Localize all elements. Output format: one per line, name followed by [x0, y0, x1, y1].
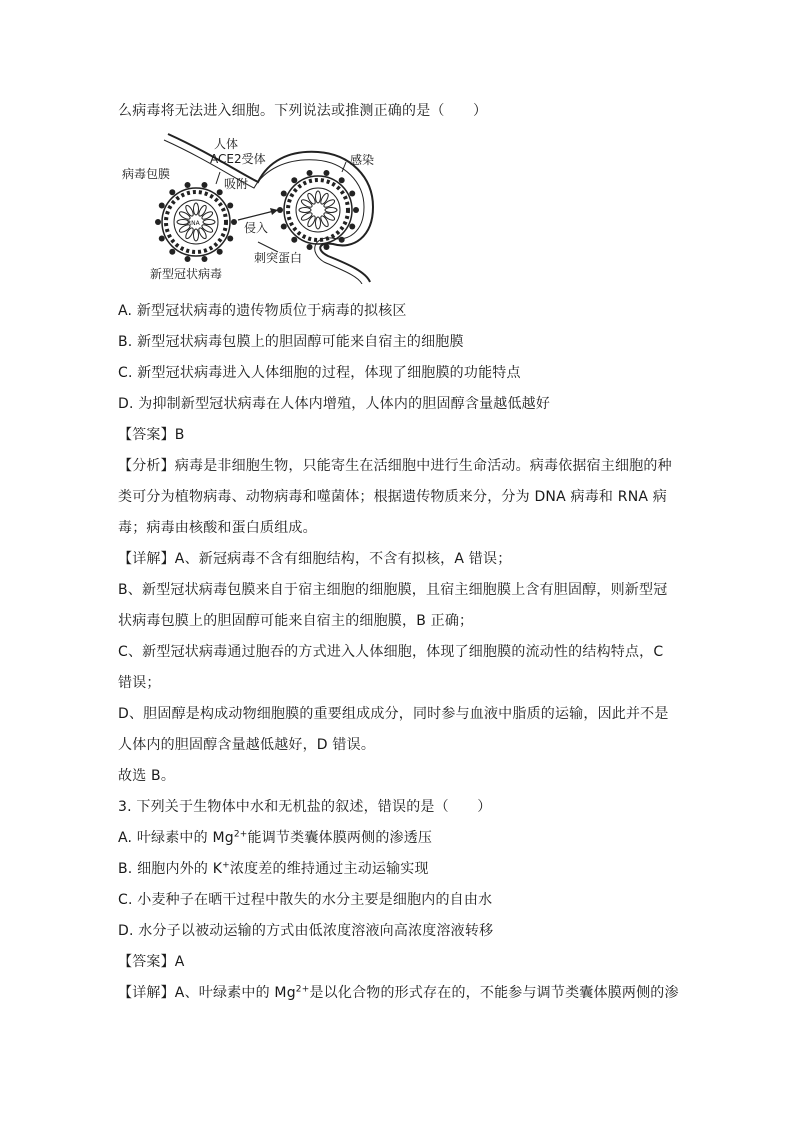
spike-protein — [307, 170, 313, 176]
label-adsorb: 吸附 — [224, 177, 249, 191]
rna-loop — [299, 208, 311, 213]
q3-option-a-text: A. 叶绿素中的 Mg — [118, 830, 234, 846]
spike-protein — [353, 207, 359, 213]
q2-detail-line-6: D、胆固醇是构成动物细胞膜的重要组成成分，同时参与血液中脂质的运输，因此并不是 — [118, 706, 669, 722]
spike-protein — [291, 237, 297, 243]
q3-option-a-text-2: 能调节类囊体膜两侧的渗透压 — [247, 830, 433, 846]
spike-protein — [291, 177, 297, 183]
q3-detail-text-2: 是以化合物的形式存在的，不能参与调节类囊体膜两侧的渗 — [309, 985, 679, 1001]
label-human: 人体 — [214, 137, 239, 151]
rna-loop — [325, 208, 337, 213]
label-infect: 感染 — [350, 153, 375, 167]
spike-protein — [323, 170, 329, 176]
q2-detail-line-2: B、新型冠状病毒包膜来自于宿主细胞的细胞膜，且宿主细胞膜上含有胆固醇，则新型冠 — [118, 582, 668, 598]
q3-option-c: C. 小麦种子在晒干过程中散失的水分主要是细胞内的自由水 — [118, 892, 493, 908]
q3-detail-sup: 2+ — [295, 984, 310, 995]
svg-text:RNA: RNA — [187, 220, 200, 227]
label-invade: 侵入 — [244, 221, 269, 235]
q2-conclusion: 故选 B。 — [118, 768, 176, 784]
q2-detail-line-7: 人体内的胆固醇含量越低越好，D 错误。 — [118, 737, 376, 753]
rna-loop — [194, 203, 199, 215]
q3-answer: 【答案】A — [118, 954, 185, 970]
q2-analysis-line-2: 类可分为植物病毒、动物病毒和噬菌体；根据遗传物质来分，分为 DNA 病毒和 RNA 病 — [118, 489, 668, 505]
spike-protein — [217, 189, 223, 195]
spike-protein — [201, 182, 207, 188]
spike-protein — [185, 182, 191, 188]
q2-answer: 【答案】B — [118, 427, 185, 443]
q2-detail-line-4: C、新型冠状病毒通过胞吞的方式进入人体细胞，体现了细胞膜的流动性的结构特点，C — [118, 644, 664, 660]
spike-protein — [227, 203, 233, 209]
rna-loop — [203, 220, 215, 225]
spike-protein — [323, 244, 329, 250]
label-ace2: ACE2受体 — [210, 152, 266, 166]
spike-protein — [349, 223, 355, 229]
spike-protein — [217, 249, 223, 255]
q2-detail-line-5: 错误； — [118, 675, 161, 691]
spike-protein — [201, 256, 207, 262]
q3-option-b — [118, 859, 429, 879]
label-spike: 刺突蛋白 — [254, 251, 303, 265]
q2-option-c: C. 新型冠状病毒进入人体细胞的过程，体现了细胞膜的功能特点 — [118, 365, 521, 381]
spike-protein — [307, 244, 313, 250]
spike-protein — [281, 223, 287, 229]
q3-stem: 3. 下列关于生物体中水和无机盐的叙述，错误的是（ ） — [118, 799, 492, 815]
label-virus: 新型冠状病毒 — [150, 267, 223, 281]
rna-loop — [316, 191, 321, 203]
q2-analysis-line-3: 毒；病毒由核酸和蛋白质组成。 — [118, 520, 317, 536]
q2-option-a: A. 新型冠状病毒的遗传物质位于病毒的拟核区 — [118, 303, 407, 319]
rna-loop — [194, 229, 199, 241]
virus-infection-diagram — [118, 132, 380, 284]
rna-loop — [316, 217, 321, 229]
q3-option-b-text-2: 浓度差的维持通过主动运输实现 — [229, 861, 429, 877]
spike-protein — [169, 189, 175, 195]
spike-protein — [281, 191, 287, 197]
spike-protein — [169, 249, 175, 255]
q3-detail-text: 【详解】A、叶绿素中的 Mg — [118, 985, 296, 1001]
spike-protein — [339, 177, 345, 183]
q2-option-b: B. 新型冠状病毒包膜上的胆固醇可能来自宿主的细胞膜 — [118, 334, 464, 350]
q2-detail-line-1: 【详解】A、新冠病毒不含有细胞结构，不含有拟核，A 错误； — [118, 551, 512, 567]
virus-left — [155, 182, 237, 262]
question-intro-line: 么病毒将无法进入细胞。下列说法或推测正确的是（ ） — [118, 103, 488, 119]
q2-option-d: D. 为抑制新型冠状病毒在人体内增殖，人体内的胆固醇含量越低越好 — [118, 396, 551, 412]
q3-option-b-text: B. 细胞内外的 K — [118, 861, 223, 877]
spike-protein — [339, 237, 345, 243]
spike-protein — [159, 235, 165, 241]
spike-protein — [185, 256, 191, 262]
spike-protein — [227, 235, 233, 241]
q3-option-a-sup: 2+ — [233, 829, 248, 840]
q2-detail-line-3: 状病毒包膜上的胆固醇可能来自宿主的细胞膜，B 正确； — [118, 613, 474, 629]
q3-detail-line-1 — [118, 983, 679, 1003]
spike-protein — [159, 203, 165, 209]
q3-option-a — [118, 828, 432, 848]
q3-option-b-sup: + — [222, 860, 230, 871]
spike-protein — [155, 219, 161, 225]
q3-option-d: D. 水分子以被动运输的方式由低浓度溶液向高浓度溶液转移 — [118, 923, 494, 939]
spike-protein — [349, 191, 355, 197]
label-envelope: 病毒包膜 — [122, 167, 171, 181]
q2-analysis-line-1: 【分析】病毒是非细胞生物，只能寄生在活细胞中进行生命活动。病毒依据宿主细胞的种 — [118, 458, 672, 474]
spike-protein — [231, 219, 237, 225]
